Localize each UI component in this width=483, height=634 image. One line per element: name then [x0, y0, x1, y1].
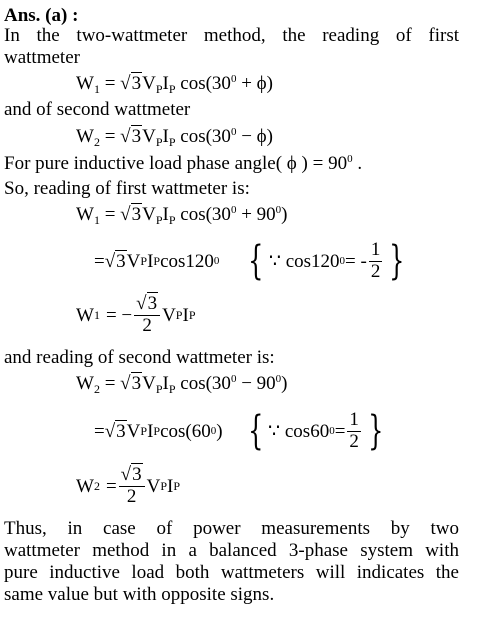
eq-text: cos(30 [175, 126, 231, 147]
eq-symbol: V [142, 73, 156, 94]
eq-text: − ϕ) [236, 126, 273, 147]
sqrt-symbol: √3 [120, 73, 142, 94]
eq-subscript: P [188, 308, 196, 323]
eq-subscript: 1 [93, 308, 100, 323]
eq-text: + 90 [236, 204, 276, 225]
eq-text: cos(30 [175, 204, 231, 225]
eq-operator: = [104, 204, 121, 225]
fraction [134, 294, 160, 337]
eq-subscript: P [155, 135, 163, 149]
left-brace: { [248, 238, 264, 285]
eq-subscript: P [175, 308, 183, 323]
eq-operator: = [104, 373, 121, 394]
eq-operator: = [104, 126, 121, 147]
eq-operator: = [105, 475, 117, 497]
eq-symbol: I [147, 250, 154, 272]
sqrt-radicand: 3 [116, 420, 126, 442]
eq-subscript: P [155, 382, 163, 396]
eq-superscript: 0 [230, 126, 237, 138]
eq-subscript: P [153, 254, 161, 269]
eq-text: ) [216, 420, 223, 442]
eq-subscript: P [140, 254, 148, 269]
because-text: ∵ cos60 [268, 420, 330, 442]
eq-subscript: 2 [93, 382, 100, 396]
so-first-label: So, reading of first wattmeter is: [4, 178, 250, 199]
fraction-numerator: 1 [370, 239, 381, 260]
conclusion-line-3: pure inductive load both wattmeters will indicates the [4, 562, 459, 583]
eq-superscript: 0 [230, 373, 237, 385]
eq-symbol: W [76, 126, 94, 147]
sqrt-radicand: 3 [131, 126, 142, 147]
eq-subscript: P [168, 382, 176, 396]
conclusion-line-4: same value but with opposite signs. [4, 584, 275, 605]
eq-superscript: 0 [329, 424, 335, 437]
equation-w2-substituted [76, 374, 287, 395]
eq-operator: = [334, 420, 346, 442]
eq-subscript: P [153, 424, 161, 439]
eq-symbol: V [126, 420, 141, 442]
equation-w1-result [76, 294, 196, 337]
equation-w2-cos60 [94, 410, 388, 453]
fraction [119, 465, 145, 508]
equation-w2-result [76, 465, 180, 508]
eq-text: ) [281, 204, 288, 225]
right-brace: } [368, 408, 384, 455]
fraction [369, 240, 383, 283]
eq-superscript: 0 [275, 373, 282, 385]
eq-symbol: I [162, 373, 169, 394]
eq-symbol: W [76, 373, 94, 394]
eq-symbol: I [162, 126, 169, 147]
eq-subscript: 1 [93, 213, 100, 227]
eq-subscript: P [140, 424, 148, 439]
fraction-denominator: 2 [142, 314, 152, 336]
second-reading-label: and reading of second wattmeter is: [4, 347, 275, 368]
eq-subscript: P [173, 479, 181, 494]
conclusion-line-2: wattmeter method in a balanced 3-phase system with [4, 540, 459, 561]
second-wattmeter-label: and of second wattmeter [4, 99, 191, 120]
eq-subscript: 2 [93, 135, 100, 149]
intro-line-1: In the two-wattmeter method, the reading of first [4, 25, 459, 46]
eq-superscript: 0 [275, 204, 282, 216]
eq-symbol: V [142, 204, 156, 225]
fraction-numerator [119, 465, 145, 487]
eq-symbol: I [182, 304, 189, 326]
sqrt-radicand: 3 [147, 293, 158, 314]
eq-subscript: 2 [93, 479, 100, 494]
eq-symbol: V [146, 475, 161, 497]
eq-text: cos(30 [175, 73, 231, 94]
eq-operator: = − [105, 304, 133, 326]
statement-text: For pure inductive load phase angle( ϕ ) = 90 [4, 153, 348, 174]
fraction [347, 410, 361, 453]
eq-symbol: I [147, 420, 154, 442]
eq-text: cos120 [160, 250, 214, 272]
eq-text: − 90 [236, 373, 276, 394]
eq-symbol: I [162, 73, 169, 94]
sqrt-radicand: 3 [131, 73, 142, 94]
intro-line-2: wattmeter [4, 47, 80, 68]
sqrt-symbol: √3 [104, 420, 126, 442]
sqrt-symbol: √3 [104, 250, 126, 272]
sqrt-symbol: √3 [120, 126, 142, 147]
equation-w2-general [76, 127, 273, 148]
eq-subscript: P [155, 82, 163, 96]
sqrt-symbol: √3 [120, 464, 142, 485]
fraction-numerator [134, 294, 160, 316]
eq-subscript: P [160, 479, 168, 494]
eq-symbol: V [142, 126, 156, 147]
fraction-denominator: 2 [349, 430, 359, 452]
pure-inductive-statement [4, 154, 362, 173]
eq-symbol: V [126, 250, 141, 272]
equation-w1-cos120 [94, 240, 410, 283]
eq-superscript: 0 [339, 254, 346, 267]
sqrt-radicand: 3 [116, 250, 126, 272]
intro-paragraph [4, 25, 459, 69]
eq-symbol: W [76, 73, 94, 94]
eq-subscript: P [155, 213, 163, 227]
eq-superscript: 0 [230, 204, 237, 216]
eq-symbol: W [76, 204, 94, 225]
eq-symbol: I [167, 475, 174, 497]
statement-text: . [352, 153, 363, 174]
conclusion-line-1: Thus, in case of power measurements by two [4, 518, 459, 539]
sqrt-symbol: √3 [120, 373, 142, 394]
sqrt-radicand: 3 [131, 204, 142, 225]
sqrt-symbol: √3 [136, 293, 158, 314]
eq-operator: = [94, 250, 105, 272]
eq-symbol: V [162, 304, 176, 326]
eq-subscript: P [168, 135, 176, 149]
fraction-numerator: 1 [349, 409, 359, 430]
eq-subscript: P [168, 82, 176, 96]
left-brace: { [247, 408, 263, 455]
eq-subscript: P [168, 213, 176, 227]
fraction-denominator: 2 [126, 485, 137, 507]
eq-superscript: 0 [213, 254, 220, 267]
sqrt-symbol: √3 [120, 204, 142, 225]
because-text: ∵ cos120 [268, 250, 340, 272]
eq-superscript: 0 [230, 73, 237, 85]
eq-symbol: W [76, 304, 94, 326]
eq-text: + ϕ) [236, 73, 273, 94]
sqrt-radicand: 3 [132, 464, 142, 485]
sqrt-radicand: 3 [131, 373, 142, 394]
eq-symbol: I [162, 204, 169, 225]
eq-symbol: V [142, 373, 156, 394]
eq-operator: = - [345, 250, 367, 272]
eq-subscript: 1 [93, 82, 100, 96]
eq-operator: = [94, 420, 105, 442]
eq-superscript: 0 [210, 424, 217, 437]
eq-text: cos(30 [175, 373, 231, 394]
fraction-denominator: 2 [370, 260, 381, 282]
eq-text: ) [281, 373, 288, 394]
conclusion-paragraph [4, 518, 459, 606]
eq-superscript: 0 [347, 153, 353, 165]
eq-symbol: W [76, 475, 94, 497]
equation-w1-substituted [76, 205, 287, 226]
right-brace: } [389, 238, 405, 285]
eq-operator: = [104, 73, 121, 94]
eq-text: cos(60 [160, 420, 211, 442]
equation-w1-general [76, 74, 273, 95]
answer-heading: Ans. (a) : [4, 5, 79, 26]
